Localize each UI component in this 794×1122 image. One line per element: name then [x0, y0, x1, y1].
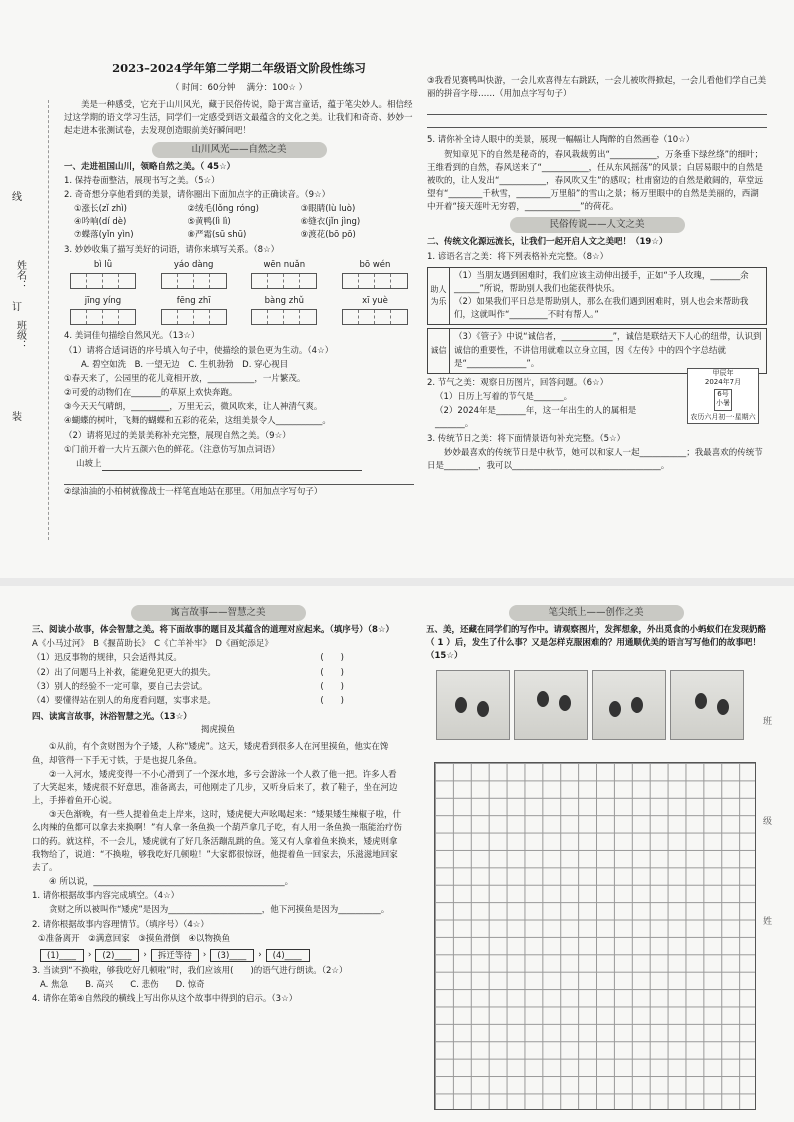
- section-banner-culture: 民俗传说——人文之美: [510, 217, 685, 233]
- margin-xian: 线: [12, 192, 22, 203]
- moral-2[interactable]: [32, 667, 404, 680]
- arrow-right-icon: ›: [88, 949, 92, 960]
- pinyin-label: bì lǜ: [93, 259, 113, 270]
- exam-subtitle: （ 时间：60分钟 满分：100☆ ）: [170, 82, 308, 93]
- answer-bracket[interactable]: ( ): [320, 653, 344, 664]
- proverb-3[interactable]: （3）《管子》中说“诚信者，____________”，诚信是联结天下人心的纽带，认识到诚信的重要性，不讲信用就难以立身立国，因《左传》中的四个字总结就是“______________”。: [454, 332, 762, 369]
- calendar-footer: 农历六月初一·星期六: [690, 413, 756, 422]
- plot-box[interactable]: (4)____: [266, 949, 310, 962]
- calendar-month: 2024年7月: [704, 378, 742, 387]
- sentence-1[interactable]: ①春天来了，公园里的花儿竟相开放，___________，一片繁茂。: [64, 373, 306, 384]
- question-4-3-options[interactable]: A. 焦急 B. 高兴 C. 悲伤 D. 惊奇: [40, 980, 205, 991]
- pinyin-label: jīng yíng: [84, 296, 122, 307]
- question-2-title: 二、传统文化源远流长，让我们一起开启人文之美吧！（19☆）: [427, 237, 668, 248]
- margin-label: 姓: [762, 917, 772, 927]
- arrow-right-icon: ›: [202, 949, 207, 960]
- binding-margin: [6, 150, 52, 470]
- section-banner-nature: 山川风光——自然之美: [152, 142, 327, 158]
- exam-title: 2023–2024学年第二学期二年级语文阶段性练习: [112, 61, 366, 75]
- moral-text: （2）出了问题马上补救，能避免犯更大的损失。: [32, 667, 216, 678]
- question-5-title: 五、美，还藏在同学们的写作中。请观察图片，发挥想象，外出觅食的小蚂蚁们在发现奶酪（ 1 ）后，发生了什么事？又是怎样克服困难的？用通顺优美的语言写写他们的故事吧！（15☆）: [426, 625, 767, 662]
- reading-item[interactable]: ⑦蝶落(yǐn yìn): [74, 230, 134, 241]
- writing-box[interactable]: [342, 309, 408, 325]
- question-2-2b[interactable]: （2）2024年是_______年，这一年出生的人的属相是_______。: [435, 406, 637, 430]
- writing-box[interactable]: [161, 309, 227, 325]
- writing-box[interactable]: [70, 309, 136, 325]
- answer-bracket[interactable]: ( ): [320, 681, 344, 692]
- writing-box[interactable]: [70, 273, 136, 289]
- proverb-table-helping: [427, 267, 767, 326]
- question-1-5: 5. 请你补全诗人眼中的美景，展现一幅幅让人陶醉的自然画卷（10☆）: [427, 135, 695, 146]
- table-label: 助人为乐: [428, 268, 450, 325]
- pinyin-row-1: [64, 259, 414, 293]
- moral-text: （1）迅反事物的规律，只会适得其反。: [32, 653, 182, 664]
- plot-box[interactable]: (3)____: [210, 949, 254, 962]
- composition-grid[interactable]: [434, 762, 756, 1110]
- question-2-1: 1. 谚语名言之美：将下列表格补充完整。（8☆）: [427, 251, 609, 262]
- question-1-4-part2: （2）请将见过的美景美称补充完整，展现自然之美。（9☆）: [64, 430, 291, 441]
- pinyin-label: wēn nuǎn: [263, 259, 306, 270]
- section-banner-creation: 笔尖纸上——创作之美: [509, 605, 684, 621]
- plot-options: ①准备离开 ②满意回家 ③摸鱼滑倒 ④以物换鱼: [38, 933, 230, 944]
- question-1-4-part1: （1）请将合适词语的序号填入句子中，使描绘的景色更为生动。（4☆）: [64, 345, 334, 356]
- table-label: 诚信: [428, 329, 450, 373]
- sentence-4[interactable]: ④蝴蝶的树叶，飞舞的蝴蝶和五彩的花朵，这组美景令人___________。: [64, 416, 331, 427]
- moral-text: （4）要懂得站在别人的角度看问题，实事求是。: [32, 695, 216, 706]
- word-options: A. 碧空如洗 B. 一望无边 C. 生机勃勃 D. 穿心视目: [81, 359, 289, 370]
- answer-bracket[interactable]: ( ): [320, 695, 344, 706]
- story-options: A《小马过河》 B《揠苗助长》 C《亡羊补牢》 D《画蛇添足》: [32, 639, 273, 650]
- question-1-title: 一、走进祖国山川，领略自然之美。（ 45☆）: [64, 161, 236, 172]
- moral-text: （3）别人的经验不一定可靠，要自己去尝试。: [32, 681, 208, 692]
- comic-strip: [436, 670, 766, 740]
- pinyin-label: bō wén: [359, 259, 391, 270]
- question-4-title: 四、读寓言故事，沐浴智慧之光。（13☆）: [32, 712, 192, 723]
- writing-box[interactable]: [251, 273, 317, 289]
- plot-box[interactable]: (2)____: [95, 949, 139, 962]
- calendar-day: 6号小暑: [714, 389, 732, 411]
- reading-item[interactable]: ⑥缝衣(jǐn jìng): [300, 217, 361, 228]
- margin-zhuang: 装: [12, 412, 22, 423]
- answer-line[interactable]: [427, 102, 767, 115]
- story-paragraph-3: ③天色渐晚，有一些人提着鱼走上岸来，这时，矮虎便大声吆喝起来：“矮果矮生辣椒子啦，什么肉辣的鱼都可以拿去来换啊！”有人拿一条鱼换一个葫芦拿几子吃，有人用一条鱼换一瓶能治疗伤口的药。就这样，不一会儿，矮虎就有了好几条活蹦乱跳的鱼。笼又有人拿着鱼来换来，矮虎则拿我物给了，说道：“不换啦，够我吃好几顿啦！”大家都很惊讶，他提着鱼一回家去，乐滋滋地回家去了。: [32, 810, 402, 873]
- moral-4[interactable]: [32, 695, 404, 708]
- writing-box[interactable]: [161, 273, 227, 289]
- comic-panel-4: [670, 670, 744, 740]
- question-4-1-fill[interactable]: 贪财之所以被叫作“矮虎”是因为______________________，他下河摸鱼是因为__________。: [49, 905, 390, 916]
- arrow-right-icon: ›: [143, 949, 147, 960]
- comic-panel-2: [514, 670, 588, 740]
- question-1-2: 2. 奇奇想分享他看到的美景，请你圈出下面加点字的正确读音。（9☆）: [64, 189, 331, 200]
- section-banner-wisdom: 寓言故事——智慧之美: [131, 605, 306, 621]
- reading-item[interactable]: ③眼睛(lù luò): [300, 204, 356, 215]
- question-4-1: 1. 请你根据故事内容完成填空。（4☆）: [32, 891, 180, 902]
- intro-text: 美是一种感受，它充于山川风光，藏于民俗传说，隐于寓言童话，蕴于笔尖妙人。相信经过这学期的语文学习生活，同学们一定感受到语文最蕴含的文化之美。让我们和奇奇、妙妙一起走进本张测试卷，去发现创造眼前美好瞬间吧！: [64, 99, 413, 137]
- reading-item[interactable]: ⑧严霜(sū shū): [187, 230, 247, 241]
- story-paragraph-1: ①从前，有个贪财图为个子矮，人称“矮虎”。这天，矮虎看到很多人在河里摸鱼，他实在馋鱼，却管得一下手无寸铁，于是也捉几条鱼。: [32, 742, 389, 766]
- margin-label: 级: [762, 817, 772, 827]
- margin-class: 班级：: [14, 320, 26, 350]
- reading-options: [74, 203, 414, 243]
- question-1-4: 4. 美词佳句描绘自然风光。（13☆）: [64, 331, 200, 342]
- story-title: 揭虎摸鱼: [200, 725, 235, 736]
- sentence-2[interactable]: ②可爱的动物们在_______的草原上欢快奔跑。: [64, 388, 238, 399]
- question-4-3[interactable]: 3. 当读到“不换啦，够我吃好几顿啦”时，我们应该用( )的语气进行朗读。（2☆）: [32, 966, 348, 977]
- reading-item[interactable]: ②绒毛(lǒng róng): [187, 204, 259, 215]
- page2-left-column: [32, 586, 404, 1122]
- writing-box[interactable]: [251, 309, 317, 325]
- sentence-5-prefix: 山坡上: [76, 458, 102, 469]
- proverb-1[interactable]: （1）当朋友遇到困难时，我们应该主动伸出援手，正如“予人玫瑰，_______余______”所说，帮助别人我们也能获得快乐。: [454, 270, 749, 294]
- reading-item[interactable]: ⑤黄鸭(lì lì): [187, 217, 231, 228]
- sentence-5: ①门前开着一大片五颜六色的鲜花。（注意仿写加点词语）: [64, 444, 280, 455]
- question-2-2: 2. 节气之美：观察日历图片，回答问题。（6☆）: [427, 377, 609, 388]
- pinyin-label: yáo dàng: [173, 259, 214, 270]
- pinyin-label: bàng zhǔ: [264, 296, 304, 307]
- question-2-2a[interactable]: （1）日历上写着的节气是_______。: [435, 392, 573, 403]
- question-1-3: 3. 妙妙收集了描写美好的词语，请你来填写关系。（8☆）: [64, 244, 280, 255]
- arrow-right-icon: ›: [258, 949, 262, 960]
- answer-line[interactable]: [64, 472, 414, 485]
- proverb-2[interactable]: （2）如果我们平日总是帮助别人，那么在我们遇到困难时，别人也会来帮助我们，这就叫作“_________不时有帮人。”: [454, 297, 749, 321]
- page1-right-column: [427, 0, 767, 578]
- sentence-7: ③我看见赛鸭叫快游，一会儿欢喜得左右跳跃，一会儿被吹得掀起，一会儿看他们学自己美丽的拼音字母……（用加点字写句子）: [427, 76, 767, 100]
- pinyin-label: xī yuè: [362, 296, 388, 307]
- poem-fill[interactable]: 贺知章见下的自然是秘奇的，春风栽裁剪出“___________，万条垂下绿丝绦”的细叶；王维看到的自然，春风送来了“___________，任从东风摇荡”的风景；白居易眼中的自然是被吹的，让人发出“___________，春风吹又生”的感叹；杜甫窗边的自然是敞阔的，草堂远望有“________千秋雪，________万里船”的雪山之景；杨万里眼中的自然是美丽的，西湖中开着“接天莲叶无穷碧，_____________”的荷花。: [427, 149, 764, 213]
- answer-line[interactable]: [102, 461, 362, 471]
- story-paragraph-2: ②一入河水，矮虎变得一不小心滑到了一个深水地，多亏会游泳一个人救了他一把。许多人看了大笑起来，矮虎很不好意思，准备离去，可他刚走了几步，又听身后来了，救了鞋子，坐在河边上，手捧着鱼开心说。: [32, 769, 398, 807]
- calendar-image: [687, 368, 759, 424]
- pinyin-row-2: [64, 295, 414, 329]
- story-paragraph-4[interactable]: ④ 所以说，_____________________________________________。: [49, 877, 294, 888]
- moral-1[interactable]: [32, 652, 404, 665]
- page1-left-column: [64, 0, 414, 578]
- question-4-2: 2. 请你根据故事内容理情节。（填序号）（4☆）: [32, 919, 209, 930]
- comic-panel-3: [592, 670, 666, 740]
- calendar-year: 甲辰年: [712, 369, 734, 377]
- plot-box: 拆迁等待: [151, 949, 199, 962]
- reading-item[interactable]: ④吟响(dí dè): [74, 217, 127, 228]
- question-1-1: 1. 保持卷面整洁，展现书写之美。（5☆）: [64, 175, 220, 186]
- sentence-6: ②绿油油的小柏树就像战士一样笔直地站在那里。（用加点字写句子）: [64, 487, 323, 498]
- festival-fill[interactable]: 妙妙最喜欢的传统节日是中秋节，她可以和家人一起___________；我最喜欢的传统节日是________，我可以___________________________________。: [427, 447, 763, 471]
- moral-3[interactable]: [32, 681, 404, 694]
- question-4-4: 4. 请你在第④自然段的横线上写出你从这个故事中得到的启示。（3☆）: [32, 994, 298, 1005]
- question-3-title: 三、阅读小故事，体会智慧之美。将下面故事的题目及其蕴含的道理对应起来。（填序号）（8☆）: [32, 625, 395, 635]
- exam-page-2: [0, 586, 794, 1122]
- question-2-3: 3. 传统节日之美：将下面情景语句补充完整。（5☆）: [427, 433, 626, 444]
- answer-bracket[interactable]: ( ): [320, 667, 344, 678]
- pinyin-label: fēng zhī: [176, 296, 211, 307]
- margin-ding: 订: [12, 302, 22, 313]
- writing-box[interactable]: [342, 273, 408, 289]
- margin-label: 班: [762, 717, 772, 727]
- comic-panel-1: [436, 670, 510, 740]
- reading-item[interactable]: ⑨渡花(bō pō): [300, 230, 356, 241]
- plot-box[interactable]: (1)____: [40, 949, 84, 962]
- sentence-5-start[interactable]: [64, 458, 414, 471]
- page2-right-column: [426, 586, 766, 1122]
- sentence-3[interactable]: ③今天天气晴朗，_________，万里无云，微风吹来，让人神清气爽。: [64, 402, 323, 413]
- answer-line[interactable]: [427, 115, 767, 128]
- reading-item[interactable]: ①涨长(zǐ zhì): [74, 204, 127, 215]
- plot-flow: [40, 949, 404, 962]
- margin-name: 姓名：: [14, 260, 26, 290]
